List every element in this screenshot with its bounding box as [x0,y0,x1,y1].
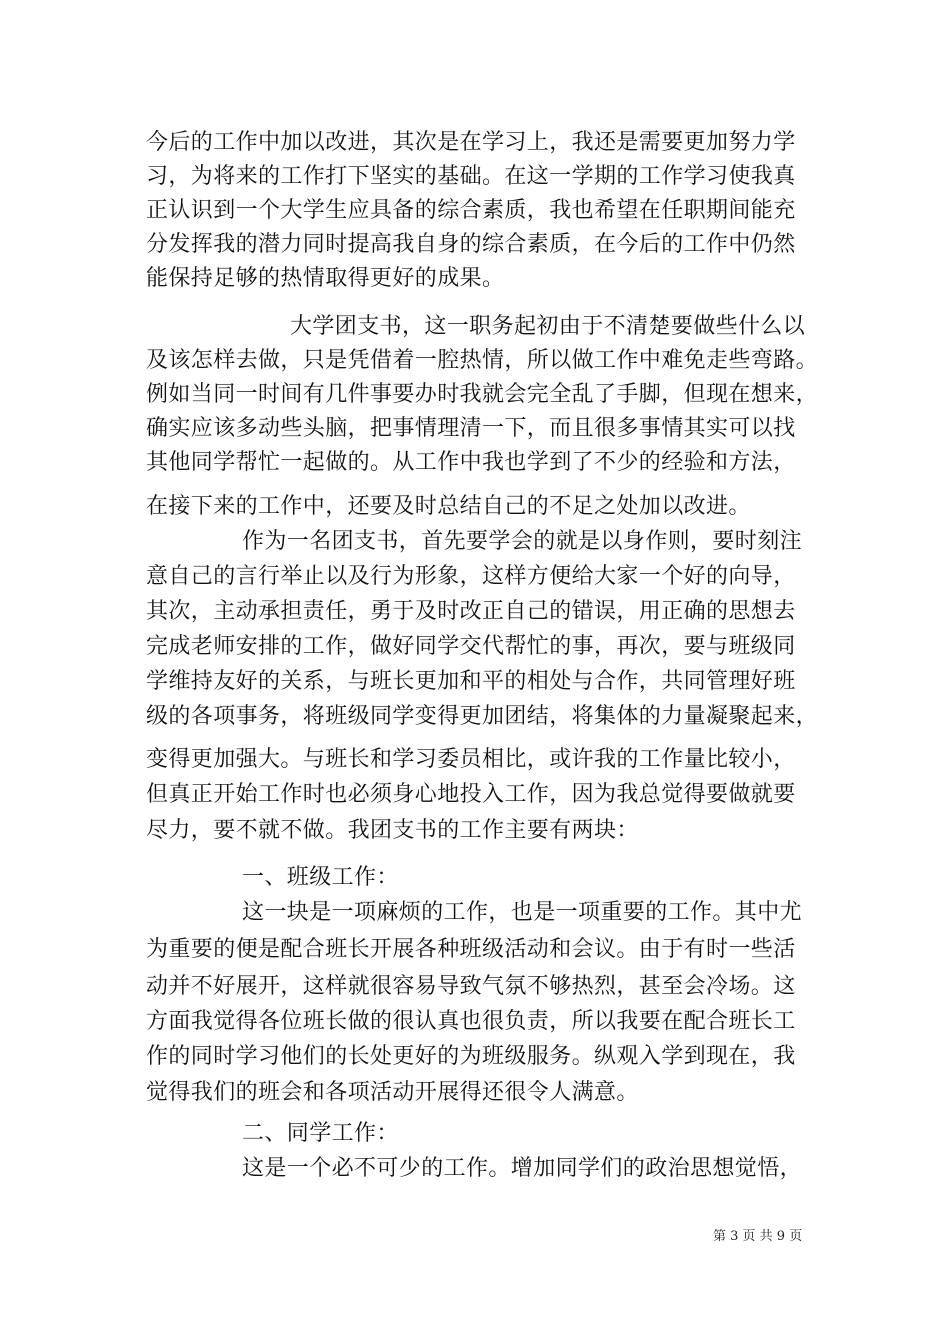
text-line: 方面我觉得各位班长做的很认真也很负责，所以我要在配合班长工 [146,1009,796,1034]
text-line: 习，为将来的工作打下坚实的基础。在这一学期的工作学习使我真 [146,164,796,189]
section-heading-student-work: 二、同学工作： [242,1121,399,1146]
section-heading-class-work: 一、班级工作： [242,865,399,890]
text-line: 及该怎样去做，只是凭借着一腔热情，所以做工作中难免走些弯路。 [146,348,819,373]
text-line: 正认识到一个大学生应具备的综合素质，我也希望在任职期间能充 [146,198,796,223]
text-line: 其次，主动承担责任，勇于及时改正自己的错误，用正确的思想去 [146,599,796,624]
text-line: 完成老师安排的工作，做好同学交代帮忙的事，再次，要与班级同 [146,634,796,659]
text-line: 作的同时学习他们的长处更好的为班级服务。纵观入学到现在，我 [146,1044,796,1069]
text-line: 确实应该多动些头脑，把事情理清一下，而且很多事情其实可以找 [146,416,796,441]
text-line: 为重要的便是配合班长开展各种班级活动和会议。由于有时一些活 [146,937,796,962]
paragraph-start-line: 作为一名团支书，首先要学会的就是以身作则，要时刻注 [242,529,803,554]
text-line: 动并不好展开，这样就很容易导致气氛不够热烈，甚至会冷场。这 [146,974,796,999]
text-line: 分发挥我的潜力同时提高我自身的综合素质，在今后的工作中仍然 [146,232,796,257]
text-line: 例如当同一时间有几件事要办时我就会完全乱了手脚，但现在想来， [146,382,819,407]
text-line: 其他同学帮忙一起做的。从工作中我也学到了不少的经验和方法， [146,450,796,475]
paragraph-start-line: 这一块是一项麻烦的工作，也是一项重要的工作。其中尤 [242,900,803,925]
text-line: 觉得我们的班会和各项活动开展得还很令人满意。 [146,1080,639,1105]
text-line: 尽力，要不就不做。我团支书的工作主要有两块： [146,818,639,843]
text-line: 能保持足够的热情取得更好的成果。 [146,266,505,291]
text-line: 今后的工作中加以改进，其次是在学习上，我还是需要更加努力学 [146,130,796,155]
text-line: 意自己的言行举止以及行为形象，这样方便给大家一个好的向导， [146,564,796,589]
text-line: 变得更加强大。与班长和学习委员相比，或许我的工作量比较小， [146,747,796,772]
paragraph-start-line: 大学团支书，这一职务起初由于不清楚要做些什么以 [290,314,806,339]
text-line: 学维持友好的关系，与班长更加和平的相处与合作，共同管理好班 [146,669,796,694]
paragraph-start-line: 这是一个必不可少的工作。增加同学们的政治思想觉悟， [242,1156,803,1181]
text-line: 但真正开始工作时也必须身心地投入工作，因为我总觉得要做就要 [146,782,796,807]
text-line: 在接下来的工作中，还要及时总结自己的不足之处加以改进。 [146,494,751,519]
text-line: 级的各项事务，将班级同学变得更加团结，将集体的力量凝聚起来， [146,704,819,729]
page-number-footer: 第 3 页 共 9 页 [713,1229,803,1244]
